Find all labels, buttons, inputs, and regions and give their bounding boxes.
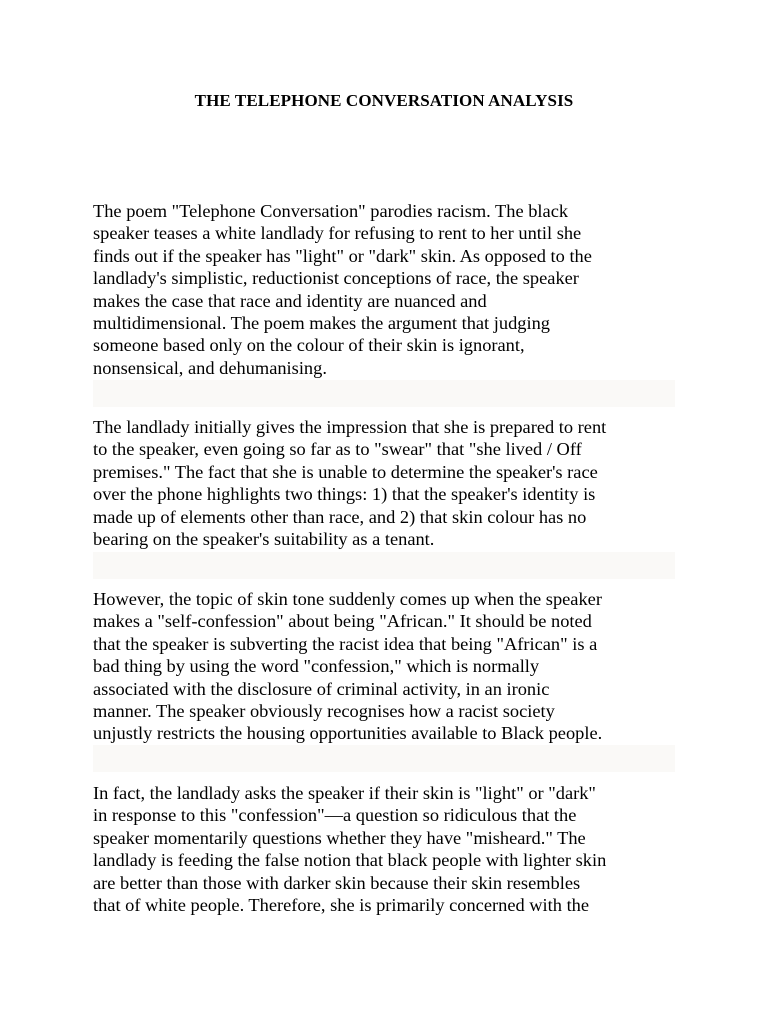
text-line: speaker teases a white landlady for refusing to rent to her until she [93,223,582,244]
text-line: bad thing by using the word "confession," which is normally [93,656,540,677]
text-line: nonsensical, and dehumanising. [93,357,327,378]
text-line: in response to this "confession"—a question so ridiculous that the [93,805,577,826]
text-line: multidimensional. The poem makes the argument that judging [93,313,550,334]
text-line: are better than those with darker skin because their skin resembles [93,872,581,893]
text-line: over the phone highlights two things: 1) that the speaker's identity is [93,484,596,505]
paragraph-separator-band [93,745,675,772]
text-line: makes the case that race and identity are nuanced and [93,290,487,311]
text-line: The landlady initially gives the impression that she is prepared to rent [93,417,607,437]
text-line: made up of elements other than race, and 2) that skin colour has no [93,506,587,527]
paragraph-3 [93,588,683,745]
paragraph-1 [93,200,683,379]
text-line: bearing on the speaker's suitability as a tenant. [93,529,435,550]
text-line: to the speaker, even going so far as to "swear" that "she lived / Off [93,439,582,460]
text-line: manner. The speaker obviously recognises how a racist society [93,701,555,722]
paragraph-4 [93,782,683,916]
document-title: THE TELEPHONE CONVERSATION ANALYSIS [194,91,574,110]
paragraph-separator-band [93,380,675,407]
text-line: landlady's simplistic, reductionist conceptions of race, the speaker [93,268,579,289]
text-line: landlady is feeding the false notion that black people with lighter skin [93,850,607,871]
text-line: associated with the disclosure of criminal activity, in an ironic [93,678,550,699]
text-line: makes a "self-confession" about being "African." It should be noted [93,611,592,632]
text-line: unjustly restricts the housing opportunities available to Black people. [93,723,603,744]
text-line: premises." The fact that she is unable to determine the speaker's race [93,461,598,482]
text-line: The poem "Telephone Conversation" parodies racism. The black [93,201,569,221]
text-line: speaker momentarily questions whether they have "misheard." The [93,827,586,848]
text-line: someone based only on the colour of their skin is ignorant, [93,335,525,356]
text-line: that of white people. Therefore, she is primarily concerned with the [93,895,590,916]
text-line: However, the topic of skin tone suddenly comes up when the speaker [93,589,602,609]
text-line: that the speaker is subverting the racist idea that being "African" is a [93,633,598,654]
text-line: In fact, the landlady asks the speaker if their skin is "light" or "dark" [93,783,596,803]
paragraph-2 [93,416,683,550]
text-line: finds out if the speaker has "light" or "dark" skin. As opposed to the [93,245,592,266]
paragraph-separator-band [93,552,675,579]
